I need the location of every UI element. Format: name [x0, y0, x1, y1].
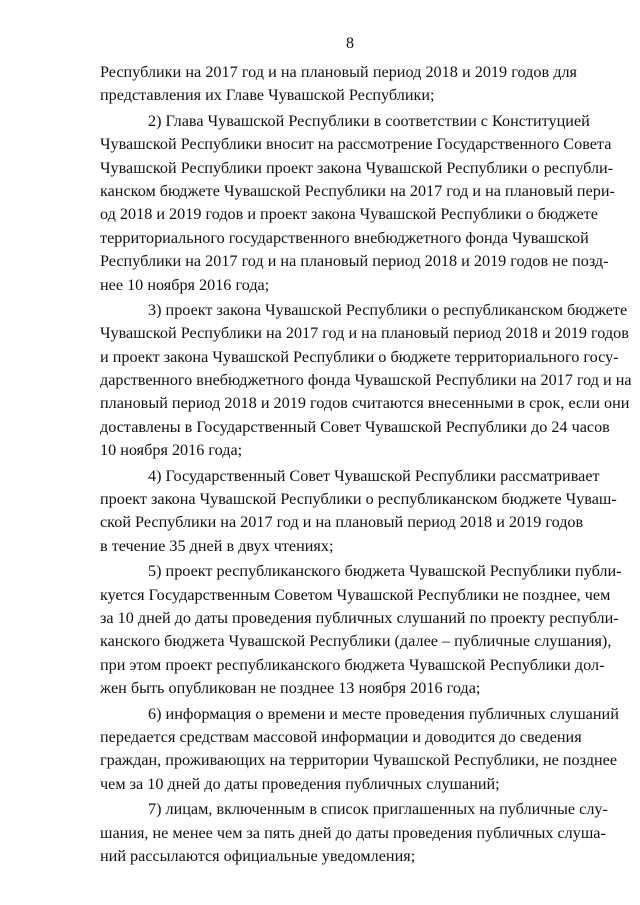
text-line: проект закона Чувашской Республики о республиканском бюджете Чуваш- — [100, 490, 617, 509]
text-line: шания, не менее чем за пять дней до даты проведения публичных слуша- — [100, 823, 606, 842]
text-line: 2) Глава Чувашской Республики в соответствии с Конституцией — [148, 111, 590, 130]
text-line: Республики на 2017 год и на плановый период 2018 и 2019 годов не позд- — [100, 252, 609, 271]
text-line: 10 ноября 2016 года; — [100, 441, 243, 460]
text-line: за 10 дней до даты проведения публичных слушаний по проекту республи- — [100, 608, 619, 627]
text-line: в течение 35 дней в двух чтениях; — [100, 536, 334, 555]
paragraph-item-6 — [100, 703, 619, 797]
text-line: канского бюджета Чувашской Республики (далее – публичные слушания), — [100, 632, 612, 651]
text-line: граждан, проживающих на территории Чувашской Республики, не позднее — [100, 751, 618, 770]
text-line: канском бюджете Чувашской Республики на 2017 год и на плановый пери- — [100, 181, 615, 200]
text-line: доставлены в Государственный Совет Чувашской Республики до 24 часов — [100, 417, 610, 436]
text-line: ской Республики на 2017 год и на плановый период 2018 и 2019 годов — [100, 513, 584, 532]
text-line: Чувашской Республики вносит на рассмотрение Государственного Совета — [100, 135, 612, 154]
text-line: передается средствам массовой информации и доводится до сведения — [100, 727, 582, 746]
text-line: представления их Главе Чувашской Республики; — [100, 86, 435, 105]
text-line: 4) Государственный Совет Чувашской Республики рассматривает — [148, 466, 600, 485]
text-line: и проект закона Чувашской Республики о бюджете территориального госу- — [100, 347, 619, 366]
text-line: 7) лицам, включенным в список приглашенных на публичные слу- — [148, 800, 608, 819]
paragraph-continuation — [100, 61, 577, 108]
text-line: Чувашской Республики проект закона Чувашской Республики о республи- — [100, 158, 614, 177]
text-line: куется Государственным Советом Чувашской Республики не позднее, чем — [100, 585, 611, 604]
text-line: жен быть опубликован не позднее 13 ноября 2016 года; — [100, 679, 481, 698]
paragraph-item-4 — [100, 465, 617, 559]
text-line: ний рассылаются официальные уведомления; — [100, 846, 416, 865]
text-line: нее 10 ноября 2016 года; — [100, 275, 270, 294]
text-line: чем за 10 дней до даты проведения публичных слушаний; — [100, 774, 500, 793]
paragraph-item-3 — [100, 299, 632, 463]
text-line: дарственного внебюджетного фонда Чувашской Республики на 2017 год и на — [100, 371, 632, 390]
paragraph-item-7 — [100, 798, 608, 868]
text-line: 6) информация о времени и месте проведения публичных слушаний — [148, 704, 619, 723]
text-line: территориального государственного внебюджетного фонда Чувашской — [100, 228, 589, 247]
page-number: 8 — [346, 35, 354, 52]
text-line: 3) проект закона Чувашской Республики о республиканском бюджете — [148, 300, 628, 319]
text-line: Чувашской Республики на 2017 год и на плановый период 2018 и 2019 годов — [100, 324, 629, 343]
text-line: плановый период 2018 и 2019 годов считаются внесенными в срок, если они — [100, 394, 630, 413]
text-line: од 2018 и 2019 годов и проект закона Чувашской Республики о бюджете — [100, 205, 598, 224]
paragraph-item-2 — [100, 110, 615, 297]
paragraph-item-5 — [100, 560, 622, 700]
text-line: при этом проект республиканского бюджета Чувашской Республики дол- — [100, 655, 605, 674]
document-body — [100, 61, 632, 870]
text-line: Республики на 2017 год и на плановый период 2018 и 2019 годов для — [100, 63, 577, 81]
text-line: 5) проект республиканского бюджета Чувашской Республики публи- — [148, 562, 622, 581]
